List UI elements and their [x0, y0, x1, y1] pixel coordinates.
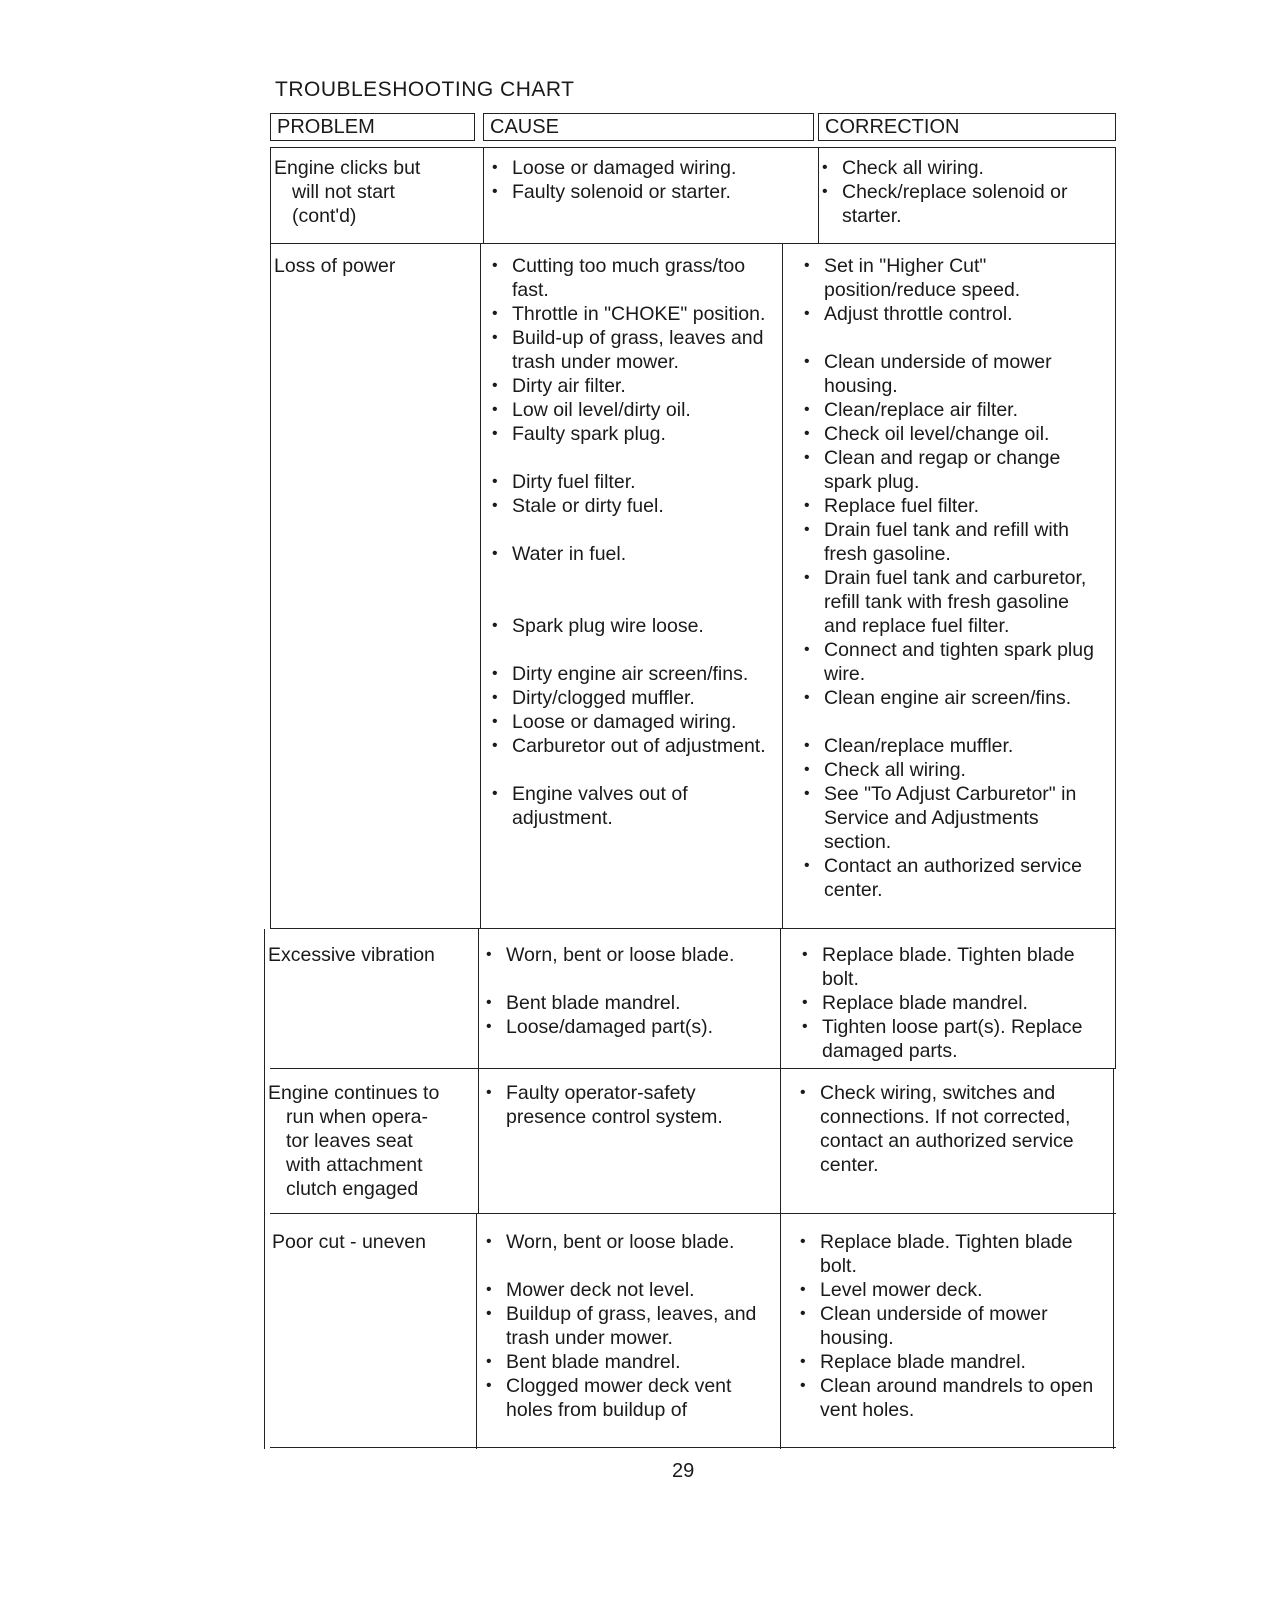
correction-item: • Check oil level/change oil. — [802, 422, 1102, 446]
cause-item: • Dirty air filter. — [490, 374, 785, 398]
problem-line: tor leaves seat — [286, 1130, 413, 1152]
cause-item: • Mower deck not level. — [484, 1278, 779, 1302]
cause-item: • Worn, bent or loose blade. — [484, 943, 779, 967]
cause-item: • Clogged mower deck vent holes from buildup of — [484, 1374, 779, 1422]
correction-cell — [820, 156, 1110, 228]
problem-cell — [268, 943, 468, 967]
correction-item: • Check all wiring. — [820, 156, 1110, 180]
correction-item: • Check/replace solenoid or starter. — [820, 180, 1110, 228]
problem-line: with attachment — [286, 1154, 423, 1176]
correction-item: • Clean around mandrels to open vent holes. — [798, 1374, 1098, 1422]
problem-cell — [272, 1230, 472, 1254]
problem-line: run when opera- — [286, 1106, 429, 1128]
correction-item: • Contact an authorized service center. — [802, 854, 1102, 902]
problem-line: Poor cut - uneven — [272, 1231, 426, 1253]
correction-item: • Set in "Higher Cut" position/reduce speed. — [802, 254, 1102, 302]
cause-item: • Dirty fuel filter. — [490, 470, 785, 494]
table-row — [270, 1213, 1116, 1448]
table-row — [270, 243, 1116, 928]
table-row — [270, 1068, 1116, 1213]
problem-line: clutch engaged — [286, 1178, 419, 1200]
cause-item: • Faulty operator-safety presence control system. — [484, 1081, 779, 1129]
cause-item: • Water in fuel. — [490, 542, 785, 566]
problem-line: Engine clicks but — [274, 157, 421, 179]
correction-cell — [798, 1230, 1098, 1422]
problem-cell — [274, 156, 474, 228]
page-title: TROUBLESHOOTING CHART — [275, 78, 575, 101]
problem-line: will not start — [292, 181, 395, 203]
correction-item: • Adjust throttle control. — [802, 302, 1102, 326]
table-row — [270, 147, 1116, 242]
table-row — [270, 928, 1116, 1068]
correction-cell — [800, 943, 1105, 1063]
troubleshooting-table — [270, 113, 1116, 1483]
cause-item: • Carburetor out of adjustment. — [490, 734, 785, 758]
problem-cell — [268, 1081, 468, 1201]
problem-cell — [274, 254, 474, 278]
correction-item: • Clean/replace muffler. — [802, 734, 1102, 758]
correction-item: • Connect and tighten spark plug wire. — [802, 638, 1102, 686]
correction-item: • Replace fuel filter. — [802, 494, 1102, 518]
header-correction: CORRECTION — [818, 113, 1116, 141]
cause-item: • Spark plug wire loose. — [490, 614, 785, 638]
cause-item: • Loose or damaged wiring. — [490, 156, 785, 180]
cause-item: • Stale or dirty fuel. — [490, 494, 785, 518]
cause-item: • Low oil level/dirty oil. — [490, 398, 785, 422]
correction-item: • Replace blade mandrel. — [800, 991, 1105, 1015]
cause-item: • Build-up of grass, leaves and trash under mower. — [490, 326, 785, 374]
correction-cell — [802, 254, 1102, 902]
correction-item: • Clean underside of mower housing. — [802, 350, 1102, 398]
problem-line: Excessive vibration — [268, 944, 435, 966]
cause-item: • Buildup of grass, leaves, and trash under mower. — [484, 1302, 779, 1350]
correction-item: • Clean and regap or change spark plug. — [802, 446, 1102, 494]
cause-item: • Bent blade mandrel. — [484, 991, 779, 1015]
cause-item: • Loose/damaged part(s). — [484, 1015, 779, 1039]
correction-cell — [798, 1081, 1098, 1177]
cause-item: • Throttle in "CHOKE" position. — [490, 302, 785, 326]
correction-item: • Tighten loose part(s). Replace damaged parts. — [800, 1015, 1105, 1063]
correction-item: • Check all wiring. — [802, 758, 1102, 782]
cause-item: • Bent blade mandrel. — [484, 1350, 779, 1374]
correction-item: • Drain fuel tank and refill with fresh gasoline. — [802, 518, 1102, 566]
header-cause: CAUSE — [483, 113, 814, 141]
cause-cell — [484, 1230, 779, 1422]
correction-item: • Level mower deck. — [798, 1278, 1098, 1302]
correction-item: • Replace blade. Tighten blade bolt. — [798, 1230, 1098, 1278]
cause-cell — [484, 943, 779, 1039]
correction-item: • Drain fuel tank and carburetor, refill tank with fresh gasoline and replace fuel filter. — [802, 566, 1102, 638]
cause-cell — [490, 254, 785, 830]
correction-item: • Clean/replace air filter. — [802, 398, 1102, 422]
page-number: 29 — [672, 1460, 695, 1482]
cause-item: • Loose or damaged wiring. — [490, 710, 785, 734]
problem-line: Engine continues to — [268, 1082, 440, 1104]
correction-item: • Replace blade. Tighten blade bolt. — [800, 943, 1105, 991]
correction-item: • Check wiring, switches and connections. If not corrected, contact an authorized service center. — [798, 1081, 1098, 1177]
correction-item: • Clean engine air screen/fins. — [802, 686, 1102, 710]
cause-item: • Cutting too much grass/too fast. — [490, 254, 785, 302]
problem-line: Loss of power — [274, 255, 396, 277]
cause-cell — [484, 1081, 779, 1129]
cause-item: • Faulty spark plug. — [490, 422, 785, 446]
correction-item: • Clean underside of mower housing. — [798, 1302, 1098, 1350]
correction-item: • Replace blade mandrel. — [798, 1350, 1098, 1374]
correction-item: • See "To Adjust Carburetor" in Service and Adjustments section. — [802, 782, 1102, 854]
cause-item: • Engine valves out of adjustment. — [490, 782, 785, 830]
cause-item: • Dirty/clogged muffler. — [490, 686, 785, 710]
cause-cell — [490, 156, 785, 204]
cause-item: • Faulty solenoid or starter. — [490, 180, 785, 204]
problem-line: (cont'd) — [292, 205, 357, 227]
cause-item: • Worn, bent or loose blade. — [484, 1230, 779, 1254]
header-problem: PROBLEM — [270, 113, 475, 141]
cause-item: • Dirty engine air screen/fins. — [490, 662, 785, 686]
